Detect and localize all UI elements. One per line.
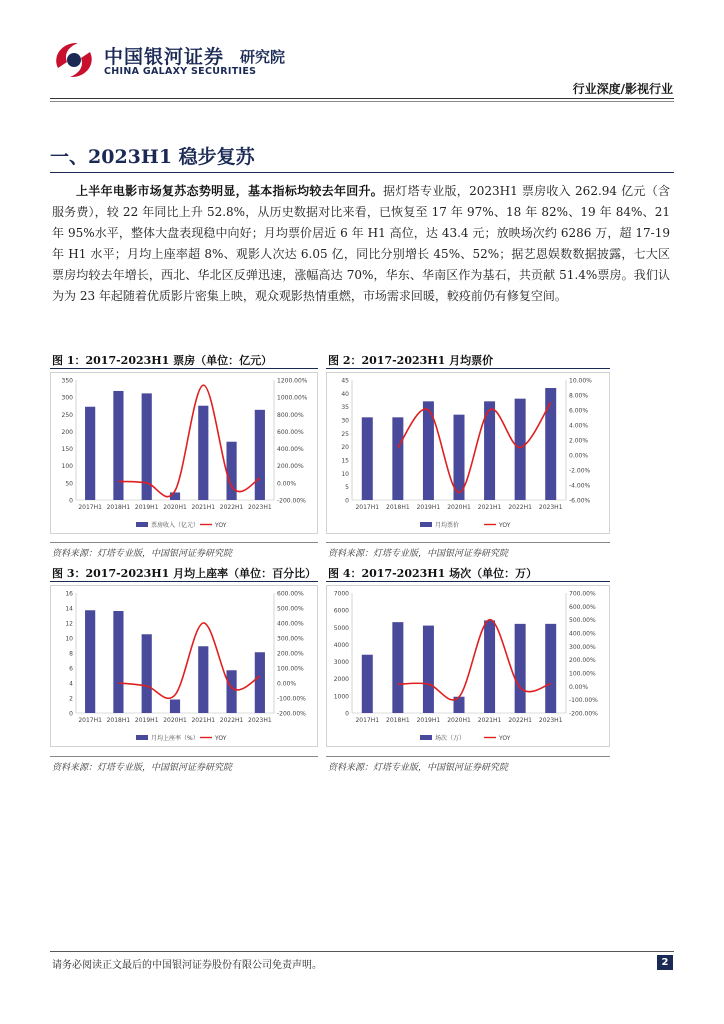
company-logo [50, 38, 310, 82]
bar-2020H1 [170, 700, 180, 714]
bar-2023H1 [255, 652, 265, 713]
yoy-line [398, 403, 551, 493]
bar-2022H1 [226, 670, 236, 713]
y-tick-label-right: -100.00% [569, 697, 598, 705]
figure-2-source: 资料来源：灯塔专业版，中国银河证券研究院 [328, 549, 509, 559]
y-tick-label-left: 10 [341, 470, 349, 478]
y-tick-label-left: 20 [341, 444, 349, 452]
figure-1-rule [50, 368, 318, 369]
bar-2018H1 [113, 391, 123, 500]
logo-chinese-name: 中国银河证券 [104, 46, 225, 68]
figure-4-source-rule [326, 756, 610, 757]
y-tick-label-left: 10 [65, 635, 73, 643]
x-tick-label: 2017H1 [355, 504, 380, 511]
legend-bar-swatch [420, 735, 432, 740]
y-tick-label-right: 1200.00% [277, 377, 308, 385]
x-tick-label: 2019H1 [134, 504, 159, 511]
bar-2017H1 [362, 655, 373, 713]
legend-bar-label: 月均票价 [435, 522, 460, 529]
y-tick-label-right: 400.00% [569, 630, 596, 638]
figure-3-source: 资料来源：灯塔专业版，中国银河证券研究院 [52, 763, 233, 773]
y-tick-label-left: 16 [65, 590, 73, 598]
x-tick-label: 2020H1 [447, 717, 471, 724]
legend-bar-swatch [136, 735, 148, 740]
y-tick-label-left: 6000 [333, 607, 349, 615]
y-tick-label-left: 300 [61, 394, 73, 402]
y-tick-label-left: 100 [61, 463, 73, 471]
y-tick-label-left: 35 [341, 404, 349, 412]
section-title: 一、2023H1 稳步复苏 [50, 146, 255, 168]
y-tick-label-right: 100.00% [569, 670, 596, 678]
page-number: 2 [657, 955, 673, 970]
x-tick-label: 2023H1 [248, 717, 272, 724]
y-tick-label-left: 5 [345, 484, 349, 492]
galaxy-logo-icon [50, 38, 98, 82]
footer-disclaimer: 请务必阅读正文最后的中国银河证券股份有限公司免责声明。 [52, 960, 322, 971]
x-tick-label: 2021H1 [477, 717, 502, 724]
report-category: 行业深度/影视行业 [572, 82, 673, 96]
y-tick-label-left: 0 [345, 497, 349, 505]
bar-2018H1 [392, 417, 403, 500]
bar-2022H1 [226, 442, 236, 500]
figure-1-source: 资料来源：灯塔专业版，中国银河证券研究院 [52, 549, 233, 559]
y-tick-label-right: 0.00% [569, 452, 589, 460]
body-paragraph [52, 181, 670, 307]
x-tick-label: 2017H1 [78, 504, 102, 511]
y-tick-label-right: 100.00% [277, 665, 304, 673]
legend-line-label: YOY [215, 522, 227, 529]
y-tick-label-left: 4000 [333, 641, 349, 649]
y-tick-label-left: 0 [69, 497, 73, 505]
bar-2021H1 [198, 406, 208, 500]
y-tick-label-right: 300.00% [569, 643, 596, 651]
y-tick-label-right: 200.00% [277, 463, 304, 471]
x-tick-label: 2018H1 [386, 717, 410, 724]
figure-2-source-rule [326, 542, 610, 543]
figure-3-rule [50, 581, 318, 582]
bar-2021H1 [198, 646, 208, 713]
logo-english-name: CHINA GALAXY SECURITIES [104, 66, 257, 77]
y-tick-label-left: 50 [65, 480, 73, 488]
figure-2-rule [326, 368, 610, 369]
y-tick-label-right: -2.00% [569, 467, 591, 475]
y-tick-label-left: 3000 [333, 659, 349, 667]
y-tick-label-right: -4.00% [569, 482, 591, 490]
x-tick-label: 2019H1 [416, 504, 441, 511]
y-tick-label-right: 0.00% [277, 480, 297, 488]
y-tick-label-left: 12 [65, 620, 73, 628]
y-tick-label-left: 6 [69, 665, 73, 673]
figure-2-chart [326, 372, 610, 534]
header-divider-thin [50, 101, 674, 102]
y-tick-label-right: -200.00% [277, 497, 306, 505]
y-tick-label-right: 1000.00% [277, 394, 308, 402]
y-tick-label-right: 200.00% [277, 650, 304, 658]
x-tick-label: 2023H1 [538, 717, 563, 724]
x-tick-label: 2018H1 [106, 717, 131, 724]
x-tick-label: 2020H1 [447, 504, 471, 511]
bar-2018H1 [392, 622, 403, 713]
bar-2022H1 [515, 399, 526, 500]
y-tick-label-left: 200 [61, 428, 73, 436]
bar-2017H1 [85, 407, 95, 500]
y-tick-label-right: 4.00% [569, 422, 589, 430]
yoy-line [398, 620, 551, 700]
x-tick-label: 2022H1 [508, 504, 532, 511]
y-tick-label-right: -200.00% [277, 710, 306, 718]
bar-2020H1 [170, 492, 180, 500]
x-tick-label: 2023H1 [538, 504, 563, 511]
legend-line-label: YOY [499, 522, 511, 529]
bar-2022H1 [515, 624, 526, 713]
y-tick-label-right: -200.00% [569, 710, 598, 718]
paragraph-lead: 上半年电影市场复苏态势明显，基本指标均较去年回升。 [76, 184, 384, 198]
legend-bar-label: 场次（万） [435, 735, 466, 742]
x-tick-label: 2017H1 [355, 717, 380, 724]
figure-4-source: 资料来源：灯塔专业版，中国银河证券研究院 [328, 763, 509, 773]
y-tick-label-right: 400.00% [277, 620, 304, 628]
y-tick-label-right: 2.00% [569, 437, 589, 445]
x-tick-label: 2023H1 [248, 504, 272, 511]
footer-divider [50, 951, 674, 952]
y-tick-label-right: -100.00% [277, 695, 306, 703]
bar-2020H1 [453, 415, 464, 500]
legend-line-label: YOY [215, 735, 227, 742]
figure-3-title: 图 3：2017-2023H1 月均上座率（单位：百分比） [52, 567, 317, 580]
figure-4-title: 图 4：2017-2023H1 场次（单位：万） [328, 567, 538, 580]
bar-2017H1 [362, 417, 373, 500]
y-tick-label-left: 250 [61, 411, 73, 419]
figure-4-chart [326, 585, 610, 747]
bar-2017H1 [85, 610, 95, 713]
y-tick-label-left: 25 [341, 430, 349, 438]
x-tick-label: 2021H1 [191, 717, 216, 724]
legend-bar-swatch [420, 522, 432, 527]
header-divider [50, 98, 674, 99]
x-tick-label: 2020H1 [163, 717, 187, 724]
x-tick-label: 2022H1 [219, 504, 244, 511]
y-tick-label-left: 4 [69, 680, 73, 688]
x-tick-label: 2018H1 [106, 504, 131, 511]
y-tick-label-left: 2 [69, 695, 73, 703]
y-tick-label-right: 500.00% [277, 605, 304, 613]
y-tick-label-left: 150 [61, 446, 73, 454]
paragraph-body: 据灯塔专业版，2023H1 票房收入 262.94 亿元（含服务费），较 22 年同比上升 52.8%，从历史数据对比来看，已恢复至 17 年 97%、18 年 82%、19 年 84%、21 年 95%水平，整体大盘表现稳中向好；月均票价居近 6 年 H1 高位，达 43.4 元；放映场次约 6286 万，超 17-19 年 H1 水平；月均上座率超 8%、观影人次达 6.05 亿，同比分别增长 45%、52%；据艺恩娱数数据披露，七大区票房均较去年增长，西北、华北区反弹迅速，涨幅高达 70%，华东、华南区作为基石，共贡献 51.4%票房。我们认为为 23 年起随着优质影片密集上映，观众观影热情重燃，市场需求回暖，較疫前仍有修复空间。 [52, 184, 670, 303]
y-tick-label-right: 300.00% [277, 635, 304, 643]
y-tick-label-right: 6.00% [569, 407, 589, 415]
y-tick-label-right: 0.00% [569, 683, 589, 691]
bar-2023H1 [545, 624, 556, 713]
y-tick-label-left: 2000 [333, 676, 349, 684]
y-tick-label-left: 0 [345, 710, 349, 718]
y-tick-label-right: 500.00% [569, 617, 596, 625]
x-tick-label: 2019H1 [416, 717, 441, 724]
x-tick-label: 2018H1 [386, 504, 410, 511]
bar-2021H1 [484, 620, 495, 713]
legend-bar-swatch [136, 522, 148, 527]
bar-2019H1 [142, 634, 152, 713]
y-tick-label-right: 200.00% [569, 657, 596, 665]
y-tick-label-right: 800.00% [277, 411, 304, 419]
logo-research-institute: 研究院 [240, 48, 286, 66]
x-tick-label: 2021H1 [191, 504, 216, 511]
y-tick-label-left: 15 [341, 457, 349, 465]
figure-1-chart [50, 372, 318, 534]
x-tick-label: 2017H1 [78, 717, 102, 724]
y-tick-label-left: 350 [61, 377, 73, 385]
y-tick-label-left: 40 [341, 390, 349, 398]
y-tick-label-left: 45 [341, 377, 349, 385]
x-tick-label: 2019H1 [134, 717, 159, 724]
yoy-line [118, 623, 259, 698]
x-tick-label: 2021H1 [477, 504, 502, 511]
figure-3-source-rule [50, 756, 318, 757]
yoy-line [118, 385, 259, 497]
y-tick-label-right: 10.00% [569, 377, 592, 385]
y-tick-label-right: 400.00% [277, 446, 304, 454]
bar-2023H1 [545, 388, 556, 500]
y-tick-label-left: 30 [341, 417, 349, 425]
y-tick-label-right: 600.00% [277, 428, 304, 436]
y-tick-label-right: -6.00% [569, 497, 591, 505]
y-tick-label-right: 600.00% [569, 603, 596, 611]
y-tick-label-right: 8.00% [569, 392, 589, 400]
figure-2-title: 图 2：2017-2023H1 月均票价 [328, 354, 494, 367]
y-tick-label-right: 700.00% [569, 590, 596, 598]
bar-2019H1 [423, 626, 434, 713]
x-tick-label: 2022H1 [508, 717, 532, 724]
y-tick-label-left: 0 [69, 710, 73, 718]
x-tick-label: 2020H1 [163, 504, 187, 511]
figure-3-chart [50, 585, 318, 747]
figure-1-title: 图 1：2017-2023H1 票房（单位：亿元） [52, 354, 273, 367]
figure-1-source-rule [50, 542, 318, 543]
y-tick-label-right: 600.00% [277, 590, 304, 598]
legend-line-label: YOY [499, 735, 511, 742]
y-tick-label-left: 1000 [333, 693, 349, 701]
y-tick-label-left: 8 [69, 650, 73, 658]
y-tick-label-left: 5000 [333, 624, 349, 632]
legend-bar-label: 月均上座率（%） [151, 735, 199, 742]
bar-2018H1 [113, 611, 123, 713]
figure-4-rule [326, 581, 610, 582]
x-tick-label: 2022H1 [219, 717, 244, 724]
legend-bar-label: 票房收入（亿元） [151, 522, 200, 529]
y-tick-label-right: 0.00% [277, 680, 297, 688]
y-tick-label-left: 7000 [333, 590, 349, 598]
y-tick-label-left: 14 [65, 605, 73, 613]
bar-2023H1 [255, 410, 265, 500]
section-divider [50, 172, 674, 173]
